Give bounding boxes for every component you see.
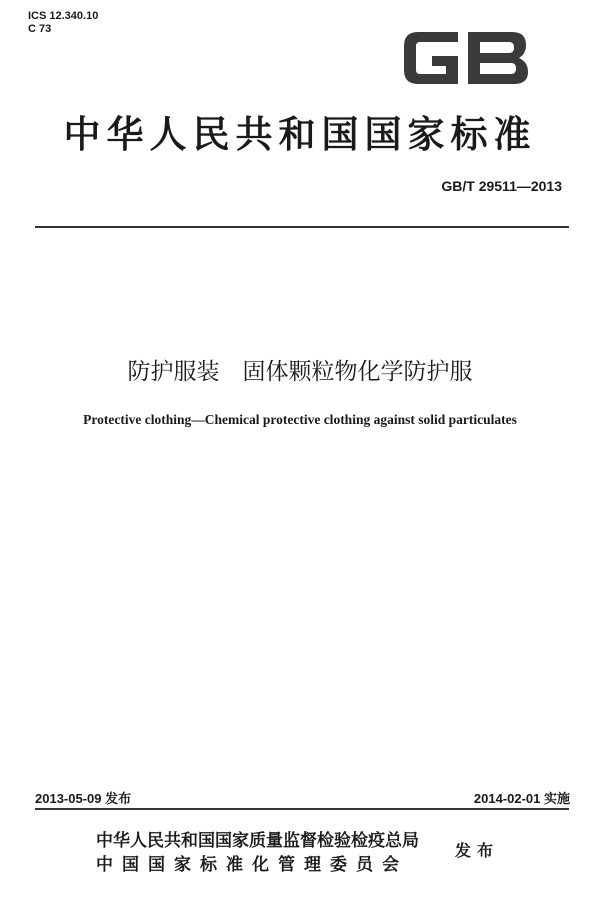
gb-logo-icon bbox=[398, 26, 534, 90]
standard-code: GB/T 29511—2013 bbox=[441, 178, 562, 194]
issue-action: 发布 bbox=[455, 841, 500, 860]
ics-code: ICS 12.340.10 bbox=[28, 10, 99, 22]
issuer-aqsiq: 中华人民共和国国家质量监督检验检疫总局 bbox=[96, 831, 419, 851]
implementation-date: 2014-02-01 实施 bbox=[473, 791, 570, 806]
standard-organization-heading: 中华人民共和国国家标准 bbox=[63, 112, 537, 156]
publication-date: 2013-05-09 发布 bbox=[35, 791, 132, 806]
issuer-sac: 中国国家标准化管理委员会 bbox=[96, 855, 408, 875]
bottom-divider bbox=[35, 808, 569, 810]
title-chinese: 防护服装 固体颗粒物化学防护服 bbox=[127, 359, 473, 385]
top-divider bbox=[35, 226, 569, 228]
classification-codes bbox=[28, 10, 98, 36]
title-english: Protective clothing—Chemical protective clothing against solid particulates bbox=[83, 412, 517, 427]
ccs-code: C 73 bbox=[28, 23, 52, 35]
